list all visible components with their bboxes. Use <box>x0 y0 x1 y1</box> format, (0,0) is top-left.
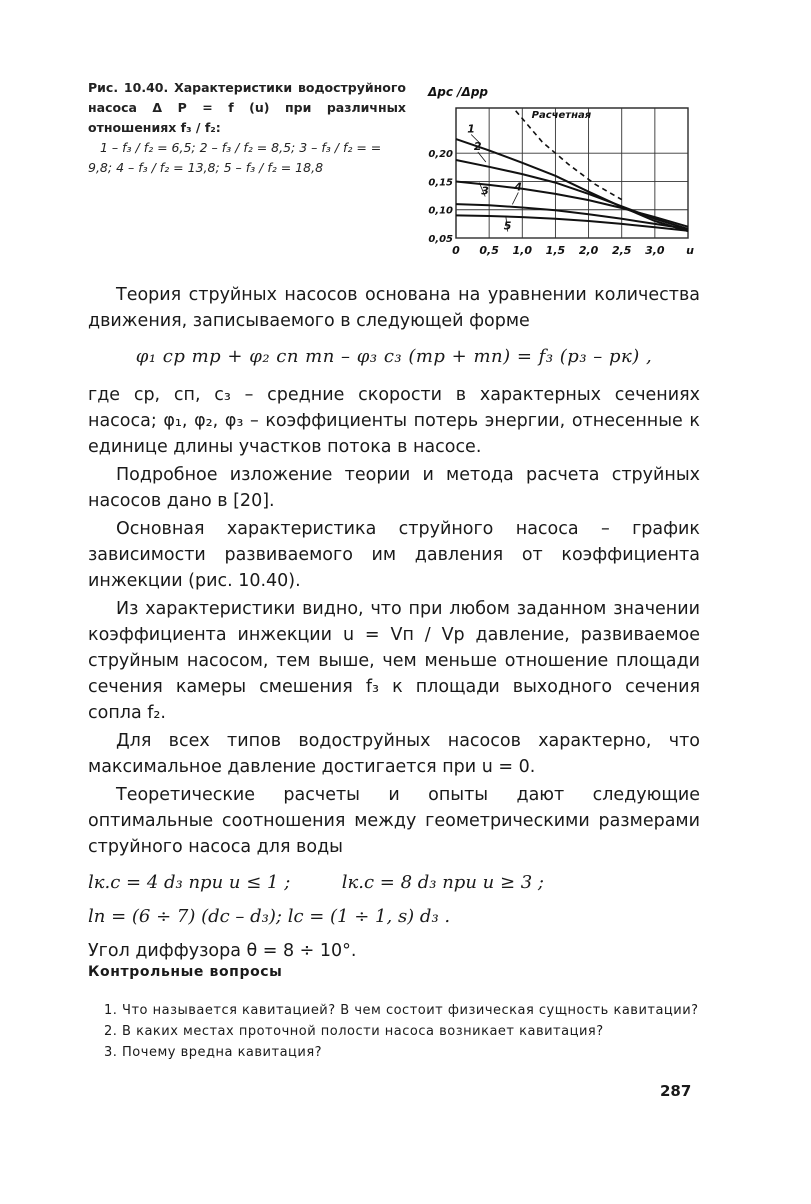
paragraph-6: Для всех типов водоструйных насосов характерно, что максимальное давление достигается при u = 0. <box>88 731 700 777</box>
ratio-row-2: lп = (6 ÷ 7) (dc – d₃); lc = (1 ÷ 1, s) d₃ . <box>88 906 451 927</box>
series-label-3: 3 <box>481 184 489 198</box>
series-line-2 <box>456 160 688 229</box>
x-tick-label: 0 <box>452 244 460 257</box>
series-label-2: 2 <box>473 140 482 154</box>
caption-title: Рис. 10.40. Характеристики водоструйного насоса Δ P = f (u) при различных отношениях f₃ / f₂: <box>88 80 406 135</box>
x-tick-label: 1,5 <box>545 244 566 257</box>
main-text <box>88 282 700 968</box>
chart-series <box>456 111 688 231</box>
questions-list <box>88 1000 708 1063</box>
y-tick-label: 0,20 <box>428 149 453 161</box>
question-2: 2. В каких местах проточной полости насоса возникает кавитация? <box>104 1024 604 1039</box>
ratio-mixing-chamber-low: lк.с = 4 d₃ при u ≤ 1 ; <box>88 872 291 893</box>
question-3: 3. Почему вредна кавитация? <box>104 1045 323 1060</box>
x-tick-label: 2,5 <box>611 244 632 257</box>
chart-labels <box>427 85 694 257</box>
ratio-row-1 <box>88 870 700 904</box>
design-line-label: Расчетная <box>531 110 592 121</box>
paragraph-2: где cp, cп, c₃ – средние скорости в характерных сечениях насоса; φ₁, φ₂, φ₃ – коэффициенты потерь энергии, отнесенные к единице длины участков потока в насосе. <box>88 385 700 457</box>
ratio-mixing-chamber-high: lк.с = 8 d₃ при u ≥ 3 ; <box>341 872 544 893</box>
series-label-5: 5 <box>503 219 512 233</box>
paragraph-5: Из характеристики видно, что при любом заданном значении коэффициента инжекции u = Vп / Vp давление, развиваемое струйным насосом, тем выше, чем меньше отношение площади сечения камеры смешения f₃ к площади выходного сечения сопла f₂. <box>88 599 700 723</box>
series-label-1: 1 <box>467 122 475 136</box>
series-label-4: 4 <box>514 180 522 194</box>
paragraph-3: Подробное изложение теории и метода расчета струйных насосов дано в [20]. <box>88 465 700 511</box>
diffuser-angle: Угол диффузора θ = 8 ÷ 10°. <box>88 941 357 961</box>
momentum-equation: φ₁ cp mp + φ₂ cп mп – φ₃ c₃ (mp + mп) = f₃ (p₃ – pк) , <box>135 346 653 367</box>
x-tick-label: 1,0 <box>512 244 533 257</box>
x-axis-label: u <box>686 244 694 257</box>
optimal-ratios <box>88 870 700 968</box>
caption-legend: 1 – f₃ / f₂ = 6,5; 2 – f₃ / f₂ = 8,5; 3 – f₃ / f₂ = = 9,8; 4 – f₃ / f₂ = 13,8; 5 – f₃ / f₂ = 18,8 <box>88 140 382 175</box>
y-tick-label: 0,05 <box>428 234 453 245</box>
page-number: 287 <box>660 1082 692 1100</box>
series-leader-4 <box>512 192 518 204</box>
y-tick-label: 0,10 <box>428 205 453 217</box>
question-1: 1. Что называется кавитацией? В чем состоит физическая сущность кавитации? <box>104 1003 699 1018</box>
pump-characteristic-chart <box>420 78 700 278</box>
paragraph-4: Основная характеристика струйного насоса – график зависимости развиваемого им давления от коэффициента инжекции (рис. 10.40). <box>88 519 700 591</box>
x-tick-label: 2,0 <box>578 244 599 257</box>
y-axis-label: Δpc /Δpp <box>428 85 489 99</box>
figure-caption <box>88 78 406 178</box>
paragraph-7: Теоретические расчеты и опыты дают следующие оптимальные соотношения между геометрическими размерами струйного насоса для воды <box>88 785 700 857</box>
paragraph-1: Теория струйных насосов основана на уравнении количества движения, записываемого в следующей форме <box>88 285 700 331</box>
section-title-questions: Контрольные вопросы <box>88 964 283 980</box>
x-tick-label: 3,0 <box>645 244 665 257</box>
y-tick-label: 0,15 <box>428 177 453 189</box>
chart-svg <box>420 78 700 278</box>
x-tick-label: 0,5 <box>479 244 499 257</box>
